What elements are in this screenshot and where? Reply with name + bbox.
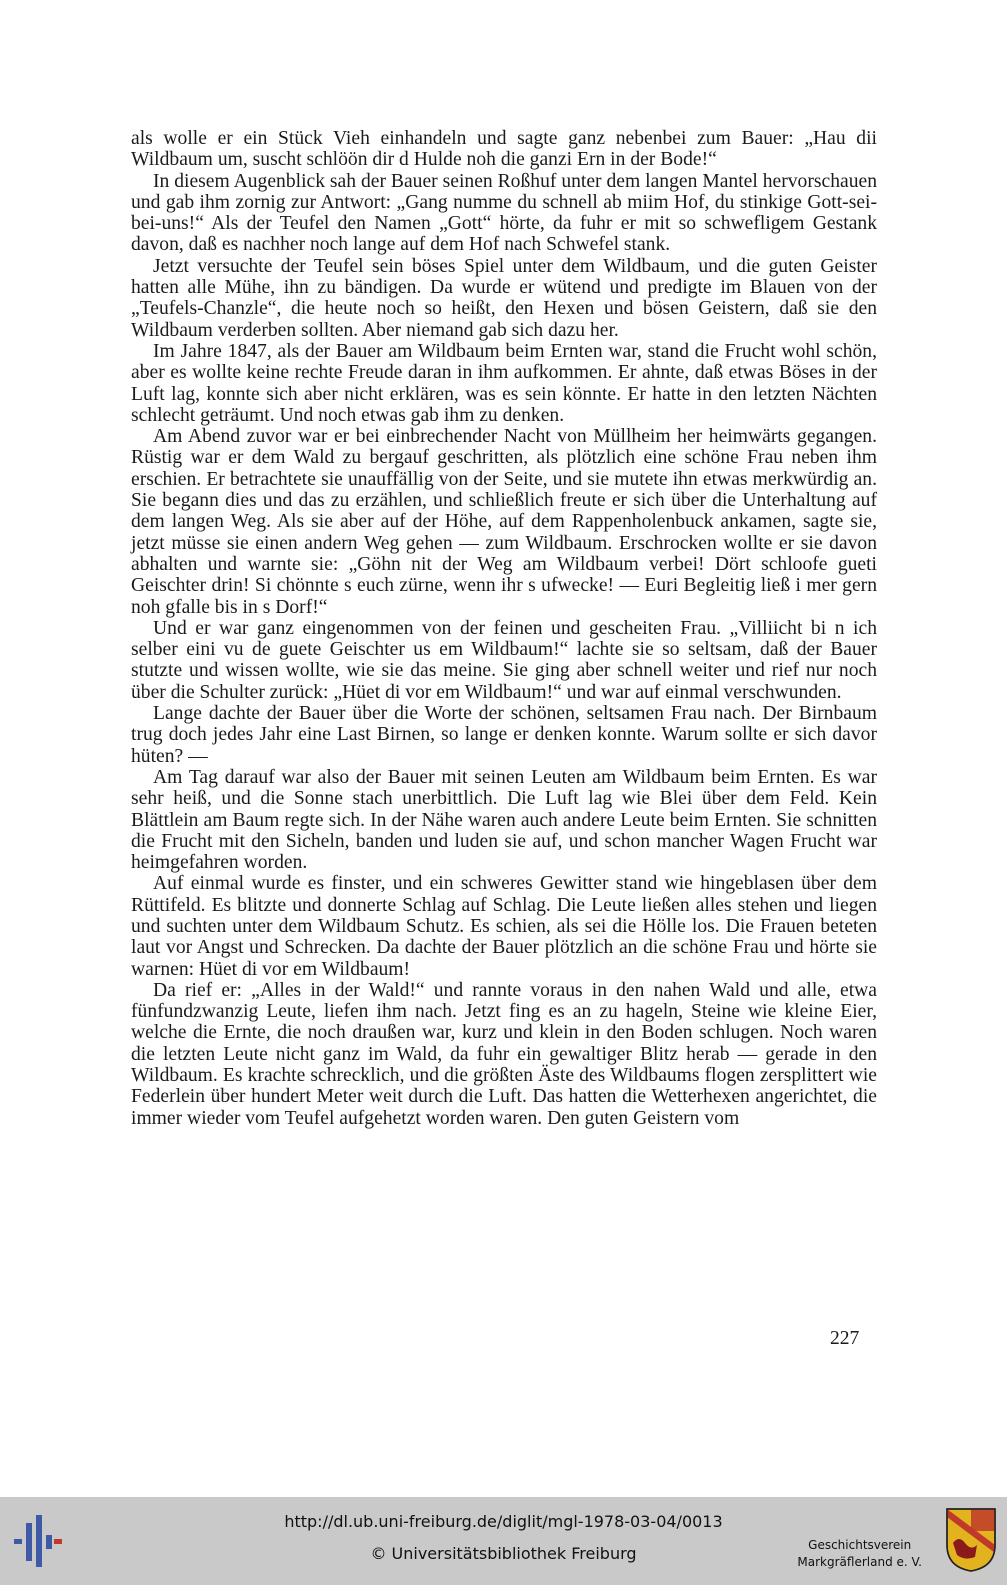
paragraph: Und er war ganz eingenommen von der feinen und gescheiten Frau. „Villiicht bi n ich selber eini vu de guete Geischter us em Wildbaum!“ lachte sie so seltsam, daß der Bauer stutzte und wissen wollte, wie sie das meine. Sie ging aber schnell weiter und rief nur noch über die Schulter zurück: „Hüet di vor em Wildbaum!“ und war auf einmal verschwunden.: [131, 617, 877, 703]
footer-bar: [0, 1497, 1007, 1585]
paragraph: In diesem Augenblick sah der Bauer seinen Roßhuf unter dem langen Mantel hervorschauen und gab ihm zornig zur Antwort: „Gang numme du schnell ab miim Hof, du stinkige Gott-sei-bei-uns!“ Als der Teufel den Namen „Gott“ hörte, da fuhr er mit so schwefligem Gestank davon, daß es nachher noch lange auf dem Hof nach Schwefel stank.: [131, 170, 877, 256]
paragraph: Jetzt versuchte der Teufel sein böses Spiel unter dem Wildbaum, und die guten Geister hatten alle Mühe, ihn zu bändigen. Da wurde er wütend und predigte im Blauen von der „Teufels-Chanzle“, die heute noch so heißt, den Hexen und bösen Geistern, daß sie den Wildbaum verderben sollten. Aber niemand gab sich dazu her.: [131, 255, 877, 341]
society-line: Markgräflerland e. V.: [797, 1555, 922, 1569]
copyright-text: © Universitätsbibliothek Freiburg: [370, 1544, 637, 1563]
paragraph: als wolle er ein Stück Vieh einhandeln und sagte ganz nebenbei zum Bauer: „Hau dii Wildbaum um, suscht schlöön dir d Hulde noh die ganzi Ern in der Bode!“: [131, 128, 877, 171]
paragraph: Am Tag darauf war also der Bauer mit seinen Leuten am Wildbaum beim Ernten. Es war sehr heiß, und die Sonne stach unerbittlich. Die Luft lag wie Blei über dem Feld. Kein Blättlein am Baum regte sich. In der Nähe waren auch andere Leute beim Ernten. Sie schnitten die Frucht mit den Sicheln, banden und luden sie auf, und schon mancher Wagen Frucht war heimgefahren worden.: [131, 766, 877, 874]
society-line: Geschichtsverein: [808, 1538, 912, 1552]
permalink-url[interactable]: http://dl.ub.uni-freiburg.de/diglit/mgl-1978-03-04/0013: [284, 1512, 723, 1531]
paragraph: Im Jahre 1847, als der Bauer am Wildbaum beim Ernten war, stand die Frucht wohl schön, aber es wollte keine rechte Freude daran in ihm aufkommen. Er ahnte, daß etwas Böses in der Luft lag, konnte sich aber nicht erklären, was es sein könnte. Er hatte in den letzten Nächten schlecht geträumt. Und noch etwas gab ihm zu denken.: [131, 340, 877, 426]
paragraph: Lange dachte der Bauer über die Worte der schönen, seltsamen Frau nach. Der Birnbaum trug doch jedes Jahr eine Last Birnen, so lange er denken konnte. Warum sollte er sich davor hüten? —: [131, 703, 877, 767]
markgraeflerland-crest-icon: [945, 1507, 997, 1573]
society-name: [797, 1537, 922, 1571]
paragraph: Da rief er: „Alles in der Wald!“ und rannte voraus in den nahen Wald und alle, etwa fünfundzwanzig Leute, liefen ihm nach. Jetzt fing es an zu hageln, Steine wie kleine Eier, welche die Ernte, die noch draußen war, kurz und klein in den Boden schlugen. Noch waren die letzten Leute nicht ganz im Wald, da fuhr ein gewaltiger Blitz herab — gerade in den Wildbaum. Es krachte schrecklich, und die größten Äste des Wildbaums flogen zersplittert wie Federlein über hundert Meter weit durch die Luft. Das hatten die Wetterhexen angerichtet, die immer wieder vom Teufel aufgehetzt worden waren. Den guten Geistern vom: [131, 979, 877, 1129]
page-text: [131, 128, 877, 1129]
page-number: 227: [830, 1328, 860, 1349]
paragraph: Am Abend zuvor war er bei einbrechender Nacht von Müllheim her heimwärts gegangen. Rüstig war er dem Wald zu bergauf geschritten, als plötzlich eine schöne Frau neben ihm erschien. Er betrachtete sie unauffällig von der Seite, und sie mutete ihn etwas merkwürdig an. Sie begann dies und das zu erzählen, und schließlich freute er sich über die Unterhaltung auf dem langen Weg. Als sie aber auf der Höhe, auf dem Rappenholenbuck ankamen, sagte sie, jetzt müsse sie einen andern Weg gehen — zum Wildbaum. Erschrocken wollte er sie davon abhalten und warnte sie: „Göhn nit der Weg am Wildbaum verbei! Dört schloofe gueti Geischter drin! Si chönnte s euch zürne, wenn ihr s ufwecke! — Euri Begleitig ließ i mer gern noh gfalle bis in s Dorf!“: [131, 426, 877, 618]
paragraph: Auf einmal wurde es finster, und ein schweres Gewitter stand wie hingeblasen über dem Rüttifeld. Es blitzte und donnerte Schlag auf Schlag. Die Leute ließen alles stehen und liegen und suchten unter dem Wildbaum Schutz. Es schien, als sei die Hölle los. Die Frauen beteten laut vor Angst und Schrecken. Da dachte der Bauer plötzlich an die schöne Frau und hörte sie warnen: Hüet di vor em Wildbaum!: [131, 873, 877, 980]
